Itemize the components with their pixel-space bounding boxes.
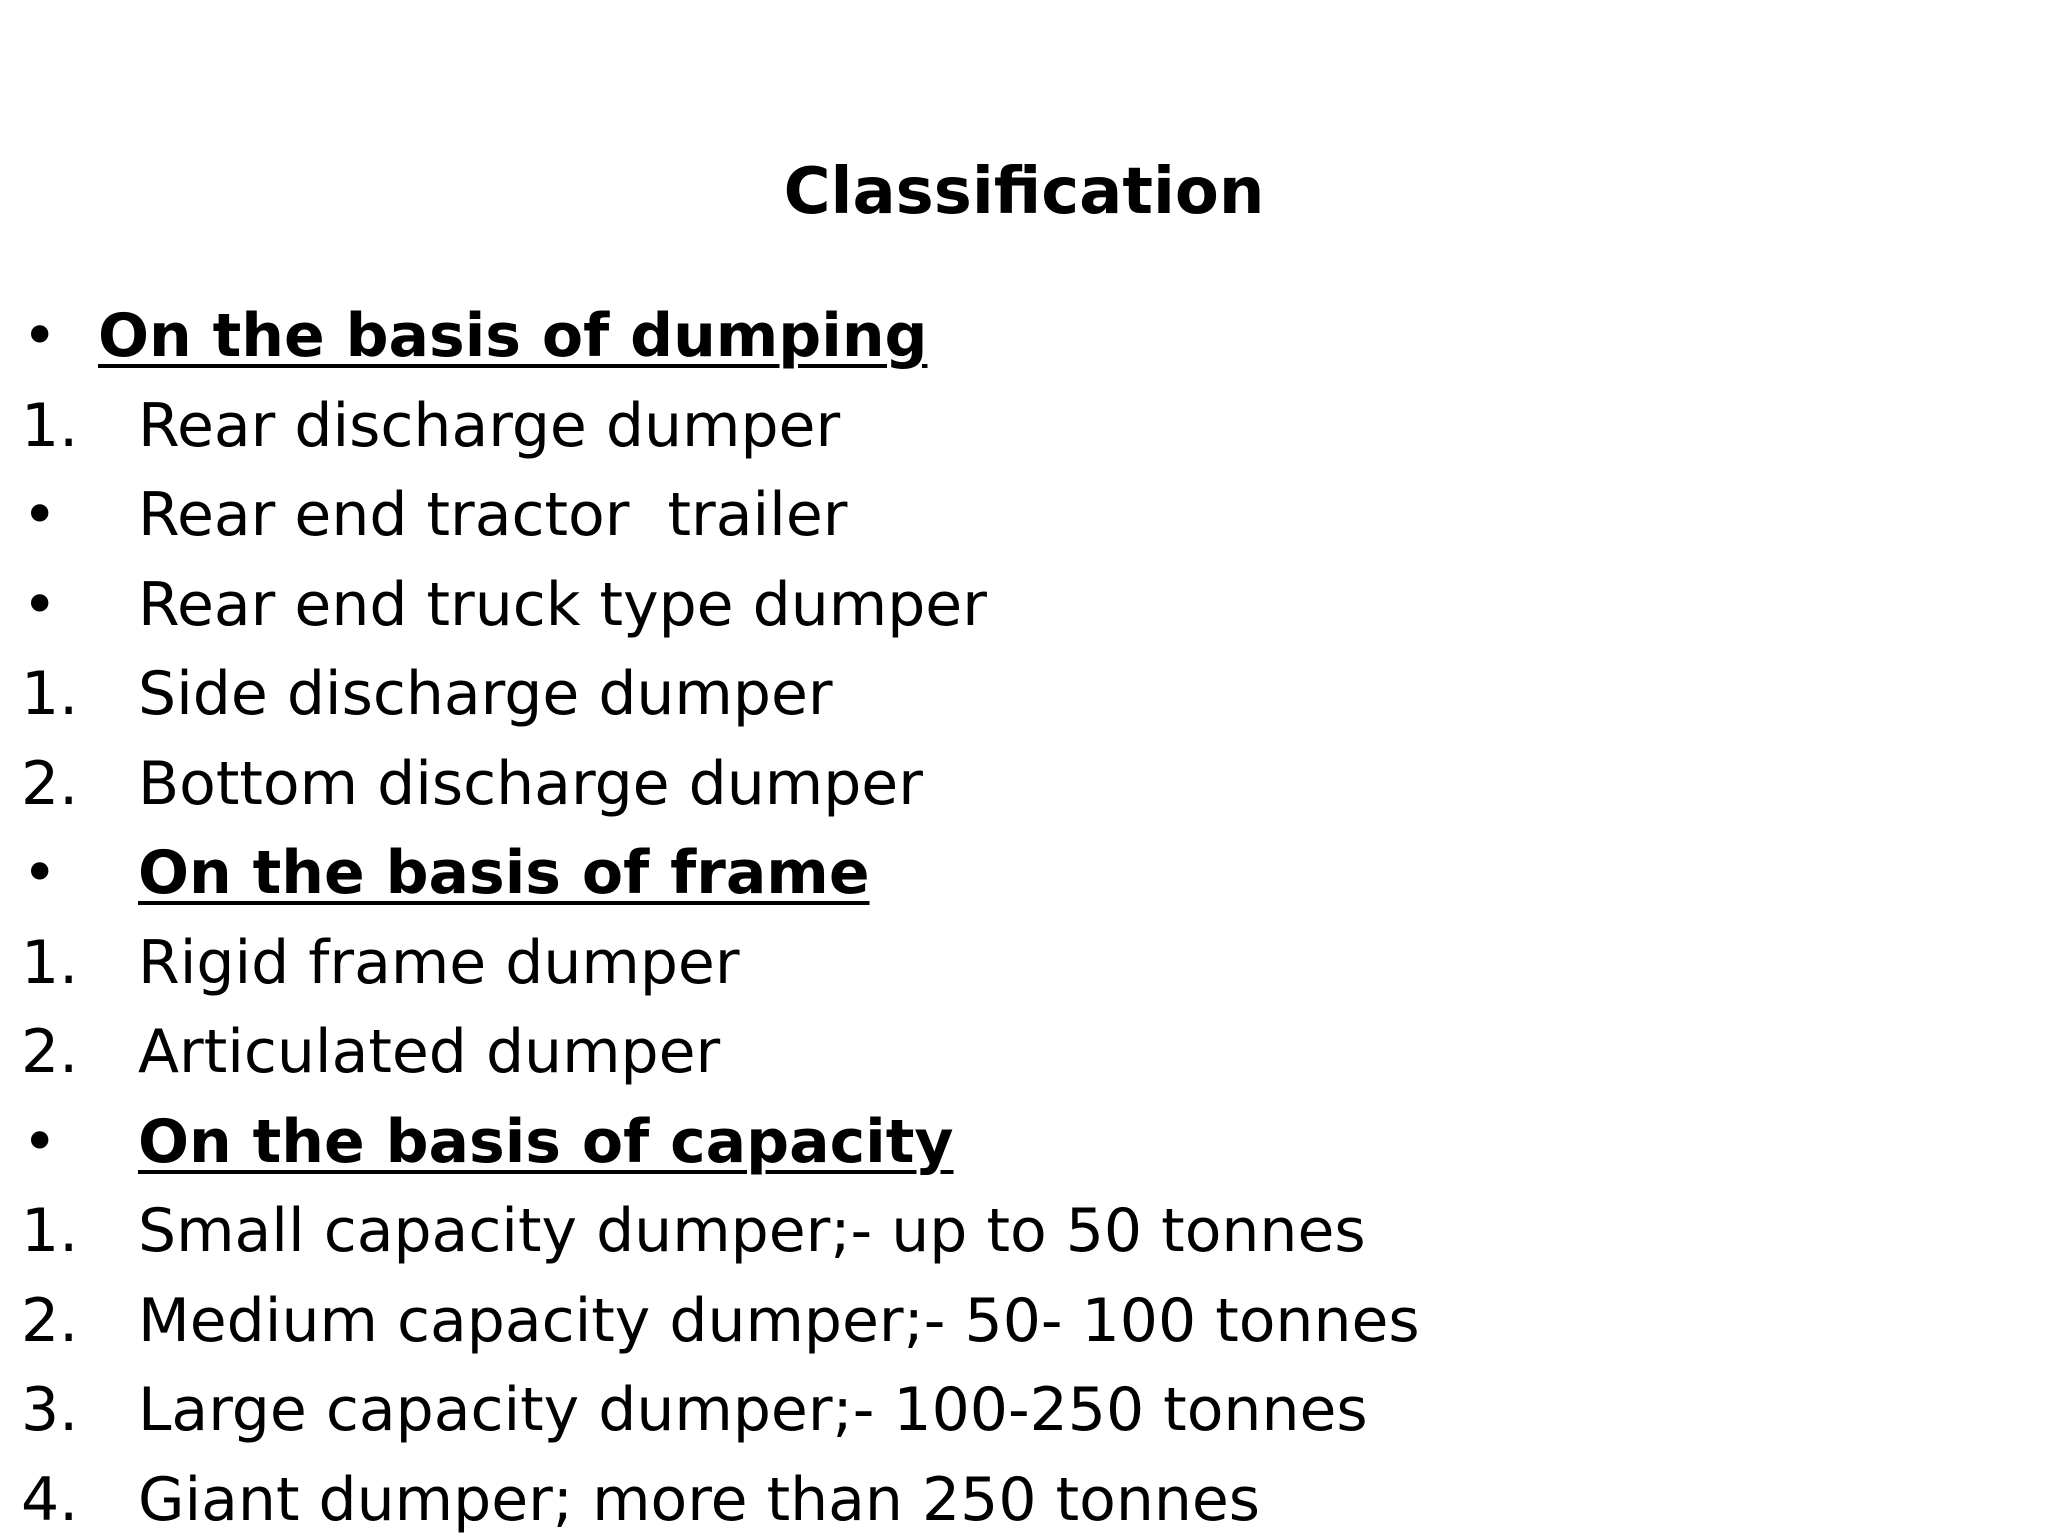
list-item-text: Rear discharge dumper bbox=[138, 390, 841, 461]
list-marker: • bbox=[22, 301, 58, 371]
list-item bbox=[0, 919, 2048, 1009]
list-item bbox=[0, 740, 2048, 830]
list-marker: • bbox=[22, 838, 58, 908]
list-marker: 2. bbox=[21, 1285, 79, 1356]
list-item-text: Articulated dumper bbox=[138, 1017, 721, 1087]
list-marker: 1. bbox=[21, 927, 79, 998]
list-item bbox=[0, 1098, 2048, 1188]
list-item bbox=[0, 382, 2048, 472]
list-marker: 1. bbox=[21, 659, 79, 729]
list-item bbox=[0, 561, 2048, 651]
list-item-text: Medium capacity dumper;- 50- 100 tonnes bbox=[138, 1285, 1420, 1356]
list-item bbox=[0, 829, 2048, 919]
list-marker: 1. bbox=[21, 390, 79, 461]
section-heading-capacity: On the basis of capacity bbox=[138, 1106, 954, 1177]
list-marker: 3. bbox=[21, 1375, 79, 1445]
list-item bbox=[0, 1277, 2048, 1367]
list-item-text: Small capacity dumper;- up to 50 tonnes bbox=[138, 1196, 1366, 1266]
list-marker: 1. bbox=[21, 1196, 79, 1266]
list-item-text: Bottom discharge dumper bbox=[138, 748, 923, 819]
list-item-text: Large capacity dumper;- 100-250 tonnes bbox=[138, 1375, 1368, 1445]
section-heading-dumping: On the basis of dumping bbox=[98, 301, 928, 371]
list-item-text: Rigid frame dumper bbox=[138, 927, 740, 998]
list-item bbox=[0, 471, 2048, 561]
list-marker: 2. bbox=[21, 748, 79, 819]
list-item-text: Side discharge dumper bbox=[138, 659, 833, 729]
classification-list bbox=[0, 292, 2048, 1536]
list-item bbox=[0, 292, 2048, 382]
list-marker: 2. bbox=[21, 1017, 79, 1087]
list-item bbox=[0, 1456, 2048, 1536]
slide-title: Classification bbox=[783, 155, 1265, 229]
list-item bbox=[0, 1366, 2048, 1456]
list-marker: 4. bbox=[21, 1464, 79, 1535]
list-item bbox=[0, 1187, 2048, 1277]
list-marker: • bbox=[22, 1106, 58, 1177]
list-item bbox=[0, 650, 2048, 740]
list-item bbox=[0, 1008, 2048, 1098]
list-item-text: Rear end truck type dumper bbox=[138, 569, 987, 640]
section-heading-frame: On the basis of frame bbox=[138, 838, 870, 908]
list-item-text: Rear end tractor trailer bbox=[138, 480, 848, 550]
list-item-text: Giant dumper; more than 250 tonnes bbox=[138, 1464, 1261, 1535]
list-marker: • bbox=[22, 569, 58, 640]
list-marker: • bbox=[22, 480, 58, 550]
